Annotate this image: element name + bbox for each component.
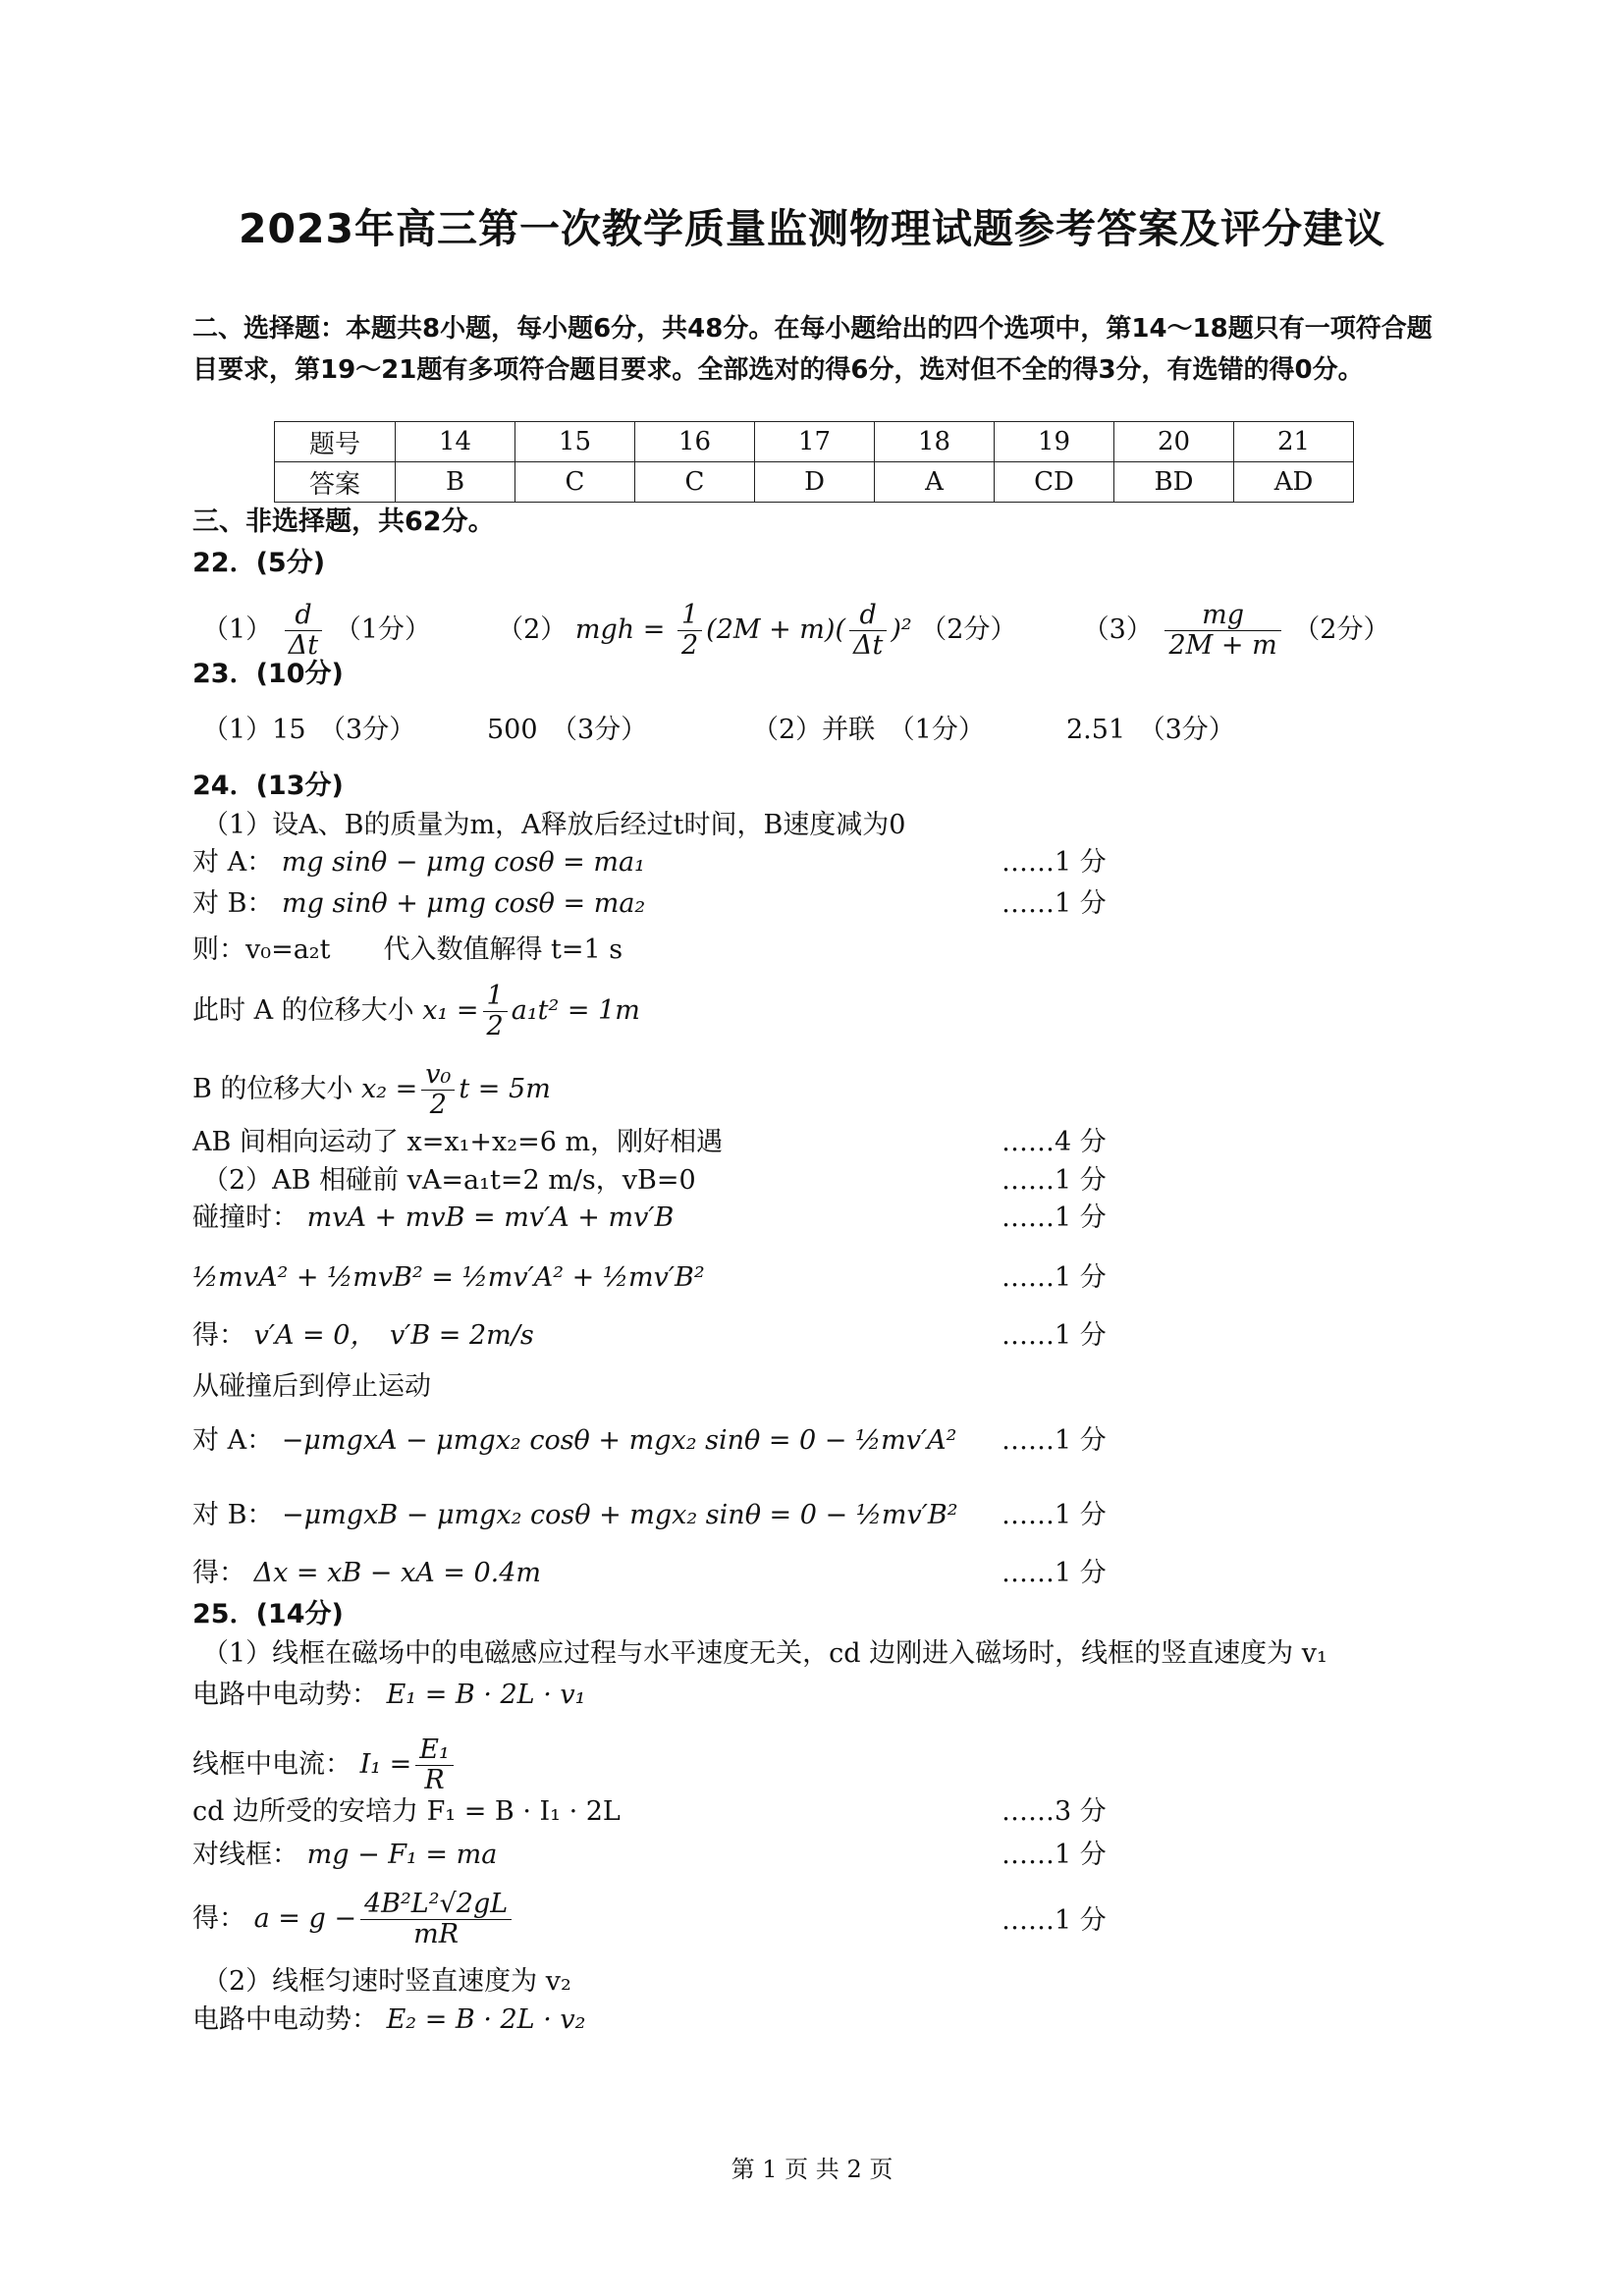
fraction	[415, 1735, 454, 1795]
table-row	[275, 462, 1354, 503]
equation: mg sinθ − μmg cosθ = ma₁	[281, 847, 645, 878]
q24-line	[192, 1499, 958, 1532]
q22-part2-label: （2）	[497, 614, 568, 645]
answer-cell: CD	[995, 462, 1114, 503]
q24-line: （2）AB 相碰前 vA=a₁t=2 m/s，vB=0	[202, 1165, 696, 1196]
q24-line: 则：v₀=a₂t 代入数值解得 t=1 s	[192, 934, 623, 965]
score-mark: ……1 分	[1001, 1165, 1107, 1196]
q22-header: 22．(5分)	[192, 548, 326, 578]
q24-line: 从碰撞后到停止运动	[192, 1371, 431, 1402]
fraction	[360, 1890, 512, 1949]
score-mark: ……4 分	[1001, 1127, 1107, 1157]
equation: E₁ = B · 2L · v₁	[386, 1680, 586, 1710]
q24-line	[192, 1261, 705, 1295]
q23-answer-4: 2.51 （3分）	[1066, 715, 1235, 745]
line-label: 电路中电动势：	[192, 2004, 378, 2035]
fraction-numerator: 4B²L²√2gL	[360, 1890, 512, 1920]
q22-answer-line	[202, 601, 1389, 661]
q25-line	[192, 1679, 585, 1712]
fraction-denominator: 2	[486, 1011, 504, 1041]
q22-part3-score: （2分）	[1293, 614, 1390, 645]
equation: E₂ = B · 2L · v₂	[386, 2004, 586, 2035]
q22-fraction-d-over-dt	[285, 601, 322, 661]
fraction-denominator: 2M + m	[1168, 630, 1277, 661]
score-mark: ……1 分	[1001, 1425, 1107, 1456]
question-number-cell: 15	[515, 422, 635, 462]
line-label: 此时 A 的位移大小	[192, 995, 414, 1026]
question-number-cell: 16	[635, 422, 755, 462]
q22-eq2-mid: (2M + m)(	[706, 614, 845, 645]
q25-line	[192, 1735, 458, 1795]
answer-cell: D	[755, 462, 875, 503]
fraction	[421, 1060, 455, 1120]
q24-line	[192, 1424, 957, 1458]
equation: a = g −	[253, 1903, 356, 1934]
q24-line: （1）设A、B的质量为m，A释放后经过t时间，B速度减为0	[202, 810, 906, 840]
score-mark: ……1 分	[1001, 888, 1107, 919]
q24-line	[192, 846, 645, 880]
fraction-denominator: Δt	[288, 630, 319, 661]
line-label: 得：	[192, 1903, 245, 1934]
question-number-cell: 20	[1114, 422, 1234, 462]
table-row	[275, 422, 1354, 462]
answer-cell: C	[635, 462, 755, 503]
q25-header: 25．(14分)	[192, 1599, 344, 1629]
q22-eq2-frac	[849, 601, 887, 661]
q24-line	[192, 1060, 551, 1120]
equation: −μmgxA − μmgx₂ cosθ + mgx₂ sinθ = 0 − ½mv′A²	[281, 1425, 957, 1456]
answer-cell: AD	[1234, 462, 1354, 503]
answer-table	[274, 421, 1354, 503]
q22-fraction-mg	[1164, 601, 1280, 661]
score-mark: ……1 分	[1001, 1320, 1107, 1351]
q25-line: （2）线框匀速时竖直速度为 v₂	[202, 1966, 571, 1997]
q23-answer-2: 500 （3分）	[487, 715, 648, 745]
fraction-numerator: E₁	[415, 1735, 454, 1766]
table-header-cell: 答案	[275, 462, 396, 503]
equation: x₂ =	[361, 1074, 418, 1104]
q25-line: cd 边所受的安培力 F₁ = B · I₁ · 2L	[192, 1796, 621, 1827]
answer-cell: BD	[1114, 462, 1234, 503]
choice-section-intro: 二、选择题：本题共8小题，每小题6分，共48分。在每小题给出的四个选项中，第14～18题只有一项符合题目要求，第19～21题有多项符合题目要求。全部选对的得6分，选对但不全的得3分，有选错的得0分。	[192, 314, 1433, 385]
q24-line	[192, 887, 645, 921]
question-number-cell: 18	[875, 422, 995, 462]
score-mark: ……1 分	[1001, 1202, 1107, 1233]
equation: −μmgxB − μmgx₂ cosθ + mgx₂ sinθ = 0 − ½mv′B²	[282, 1500, 958, 1530]
line-label: 对 A：	[192, 847, 274, 878]
q24-header: 24．(13分)	[192, 771, 344, 801]
line-label: 对 B：	[192, 888, 274, 919]
score-mark: ……1 分	[1001, 1262, 1107, 1293]
q22-part2-score: （2分）	[920, 614, 1017, 645]
q23-header: 23．(10分)	[192, 659, 344, 689]
question-number-cell: 19	[995, 422, 1114, 462]
line-label: B 的位移大小	[192, 1074, 353, 1104]
line-label: 电路中电动势：	[192, 1680, 378, 1710]
score-mark: ……1 分	[1001, 1500, 1107, 1530]
q22-eq2-lhs: mgh =	[574, 614, 666, 645]
section-three-heading: 三、非选择题，共62分。	[192, 507, 495, 537]
line-label: 对 A：	[192, 1425, 274, 1456]
question-number-cell: 17	[755, 422, 875, 462]
fraction	[483, 982, 508, 1041]
fraction-denominator: 2	[680, 630, 699, 661]
equation: x₁ =	[422, 995, 479, 1026]
equation: v′A = 0， v′B = 2m/s	[253, 1320, 534, 1351]
equation: Δx = xB − xA = 0.4m	[253, 1558, 542, 1588]
line-label: 对 B：	[192, 1500, 274, 1530]
fraction-denominator: 2	[429, 1090, 447, 1120]
equation: mg − F₁ = ma	[306, 1840, 498, 1870]
answer-cell: C	[515, 462, 635, 503]
fraction-denominator: Δt	[852, 630, 884, 661]
q25-line	[192, 2003, 585, 2037]
equation: t = 5m	[459, 1074, 551, 1104]
q25-line	[192, 1839, 497, 1872]
q24-line	[192, 982, 640, 1041]
q24-line	[192, 1557, 541, 1590]
score-mark: ……1 分	[1001, 1840, 1107, 1870]
q25-line	[192, 1890, 515, 1949]
fraction-numerator: 1	[677, 601, 702, 631]
q22-part1-label: （1）	[202, 614, 273, 645]
q24-line	[192, 1201, 674, 1235]
line-label: 碰撞时：	[192, 1202, 298, 1233]
fraction-numerator: v₀	[421, 1060, 455, 1091]
fraction-numerator: d	[849, 601, 887, 631]
score-mark: ……3 分	[1001, 1796, 1107, 1827]
equation: mvA + mvB = mv′A + mv′B	[306, 1202, 675, 1233]
line-label: 线框中电流：	[192, 1749, 352, 1780]
line-label: 得：	[192, 1558, 245, 1588]
q24-line: AB 间相向运动了 x=x₁+x₂=6 m，刚好相遇	[192, 1127, 724, 1157]
score-mark: ……1 分	[1001, 847, 1107, 878]
fraction-denominator: mR	[413, 1919, 460, 1949]
q22-part3-label: （3）	[1082, 614, 1153, 645]
fraction-numerator: mg	[1164, 601, 1280, 631]
score-mark: ……1 分	[1001, 1905, 1107, 1936]
page-footer: 第 1 页 共 2 页	[731, 2156, 893, 2183]
line-label: 对线框：	[192, 1840, 298, 1870]
equation: a₁t² = 1m	[511, 995, 640, 1026]
equation: I₁ =	[359, 1749, 412, 1780]
q23-answer-3: （2）并联 （1分）	[752, 715, 985, 745]
question-number-cell: 14	[396, 422, 515, 462]
table-header-cell: 题号	[275, 422, 396, 462]
fraction-numerator: d	[285, 601, 322, 631]
score-mark: ……1 分	[1001, 1558, 1107, 1588]
answer-cell: A	[875, 462, 995, 503]
q22-eq2-half	[677, 601, 702, 661]
question-number-cell: 21	[1234, 422, 1354, 462]
equation: ½mvA² + ½mvB² = ½mv′A² + ½mv′B²	[192, 1262, 705, 1293]
q25-line: （1）线框在磁场中的电磁感应过程与水平速度无关，cd 边刚进入磁场时，线框的竖直速度为 v₁	[202, 1638, 1327, 1669]
line-label: 得：	[192, 1320, 245, 1351]
q22-part1-score: （1分）	[334, 614, 431, 645]
fraction-denominator: R	[424, 1765, 445, 1795]
answer-cell: B	[396, 462, 515, 503]
page-title: 2023年高三第一次教学质量监测物理试题参考答案及评分建议	[238, 205, 1386, 252]
q23-answer-1: （1）15 （3分）	[202, 715, 416, 745]
equation: mg sinθ + μmg cosθ = ma₂	[282, 888, 646, 919]
q22-eq2-tail: )²	[891, 614, 912, 645]
fraction-numerator: 1	[483, 982, 508, 1012]
q24-line	[192, 1319, 534, 1353]
